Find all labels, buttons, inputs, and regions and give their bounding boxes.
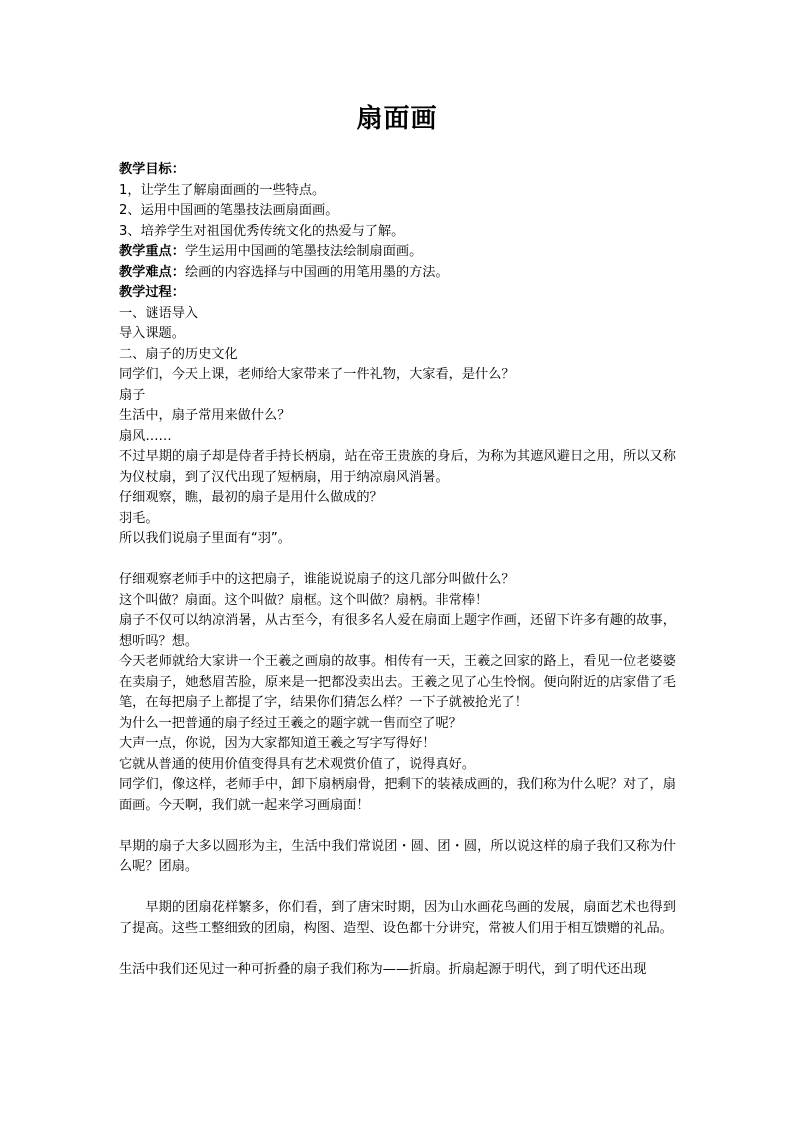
paragraph: 早期的团扇花样繁多，你们看，到了唐宋时期，因为山水画花鸟画的发展，扇面艺术也得到了提高。这些工整细致的团扇，构图、造型、设色都十分讲究，常被人们用于相互馈赠的礼品。 — [119, 900, 676, 936]
difficulty-label: 教学难点： — [119, 264, 185, 280]
blank-line — [119, 939, 676, 960]
paragraph: 为什么一把普通的扇子经过王羲之的题字就一售而空了呢？ — [119, 715, 462, 731]
paragraph: 仔细观察老师手中的这把扇子，谁能说说扇子的这几部分叫做什么？ — [119, 572, 515, 587]
paragraph: 导入课题。 — [119, 326, 185, 341]
paragraph: 所以我们说扇子里面有“羽”。 — [119, 531, 291, 546]
paragraph: 同学们，今天上课，老师给大家带来了一件礼物，大家看，是什么？ — [119, 367, 515, 382]
objective-item: 1，让学生了解扇面画的一些特点。 — [119, 182, 326, 198]
paragraph: 生活中我们还见过一种可折叠的扇子我们称为——折扇。折扇起源于明代，到了明代还出现 — [119, 961, 647, 977]
paragraph: 它就从普通的使用价值变得具有艺术观赏价值了，说得真好。 — [119, 756, 476, 772]
paragraph: 生活中，扇子常用来做什么？ — [119, 408, 291, 423]
document-body — [119, 160, 676, 980]
paragraph: 今天老师就给大家讲一个王羲之画扇的故事。相传有一天，王羲之回家的路上，看见一位老婆婆在卖扇子，她愁眉苦脸，原来是一把都没卖出去。王羲之见了心生怜悯。便向附近的店家借了毛笔，在每把扇子上都提了字，结果你们猜怎么样？一下子就被抢光了！ — [119, 654, 676, 710]
section-heading: 二、扇子的历史文化 — [119, 346, 238, 362]
difficulty-line — [119, 263, 676, 284]
paragraph: 仔细观察，瞧，最初的扇子是用什么做成的？ — [119, 490, 383, 505]
difficulty-text: 绘画的内容选择与中国画的用笔用墨的方法。 — [184, 264, 449, 280]
key-point-label: 教学重点： — [119, 244, 185, 259]
paragraph: 羽毛。 — [119, 510, 159, 526]
blank-line — [119, 816, 676, 837]
key-point-text: 学生运用中国画的笔墨技法绘制扇面画。 — [184, 244, 423, 259]
objective-item: 2、运用中国画的笔墨技法画扇面画。 — [119, 203, 339, 218]
paragraph: 不过早期的扇子却是侍者手持长柄扇，站在帝王贵族的身后，为称为其遮风避日之用，所以又称为仪杖扇，到了汉代出现了短柄扇，用于纳凉扇风消暑。 — [119, 449, 676, 485]
objective-item: 3、培养学生对祖国优秀传统文化的热爱与了解。 — [119, 223, 405, 239]
key-point-line — [119, 242, 676, 263]
objectives-heading: 教学目标： — [119, 162, 185, 177]
page-title: 扇面画 — [356, 104, 438, 134]
section-heading: 一、谜语导入 — [119, 305, 199, 321]
blank-line — [119, 878, 676, 899]
paragraph: 这个叫做？扇面。这个叫做？扇框。这个叫做？扇柄。非常棒！ — [119, 592, 489, 608]
paragraph: 扇风…… — [119, 428, 172, 444]
paragraph: 大声一点，你说，因为大家都知道王羲之写字写得好！ — [119, 736, 436, 751]
process-heading: 教学过程： — [119, 285, 185, 300]
paragraph: 早期的扇子大多以圆形为主，生活中我们常说团・圆、团・圆，所以说这样的扇子我们又称为什么呢？团扇。 — [119, 838, 676, 874]
blank-line — [119, 550, 676, 571]
paragraph: 同学们，像这样，老师手中，卸下扇柄扇骨，把剩下的装裱成画的，我们称为什么呢？对了，扇面画。今天啊，我们就一起来学习画扇面！ — [119, 777, 676, 813]
paragraph: 扇子不仅可以纳凉消暑，从古至今，有很多名人爱在扇面上题字作画，还留下许多有趣的故事，想听吗？想。 — [119, 613, 676, 649]
paragraph: 扇子 — [119, 387, 146, 403]
